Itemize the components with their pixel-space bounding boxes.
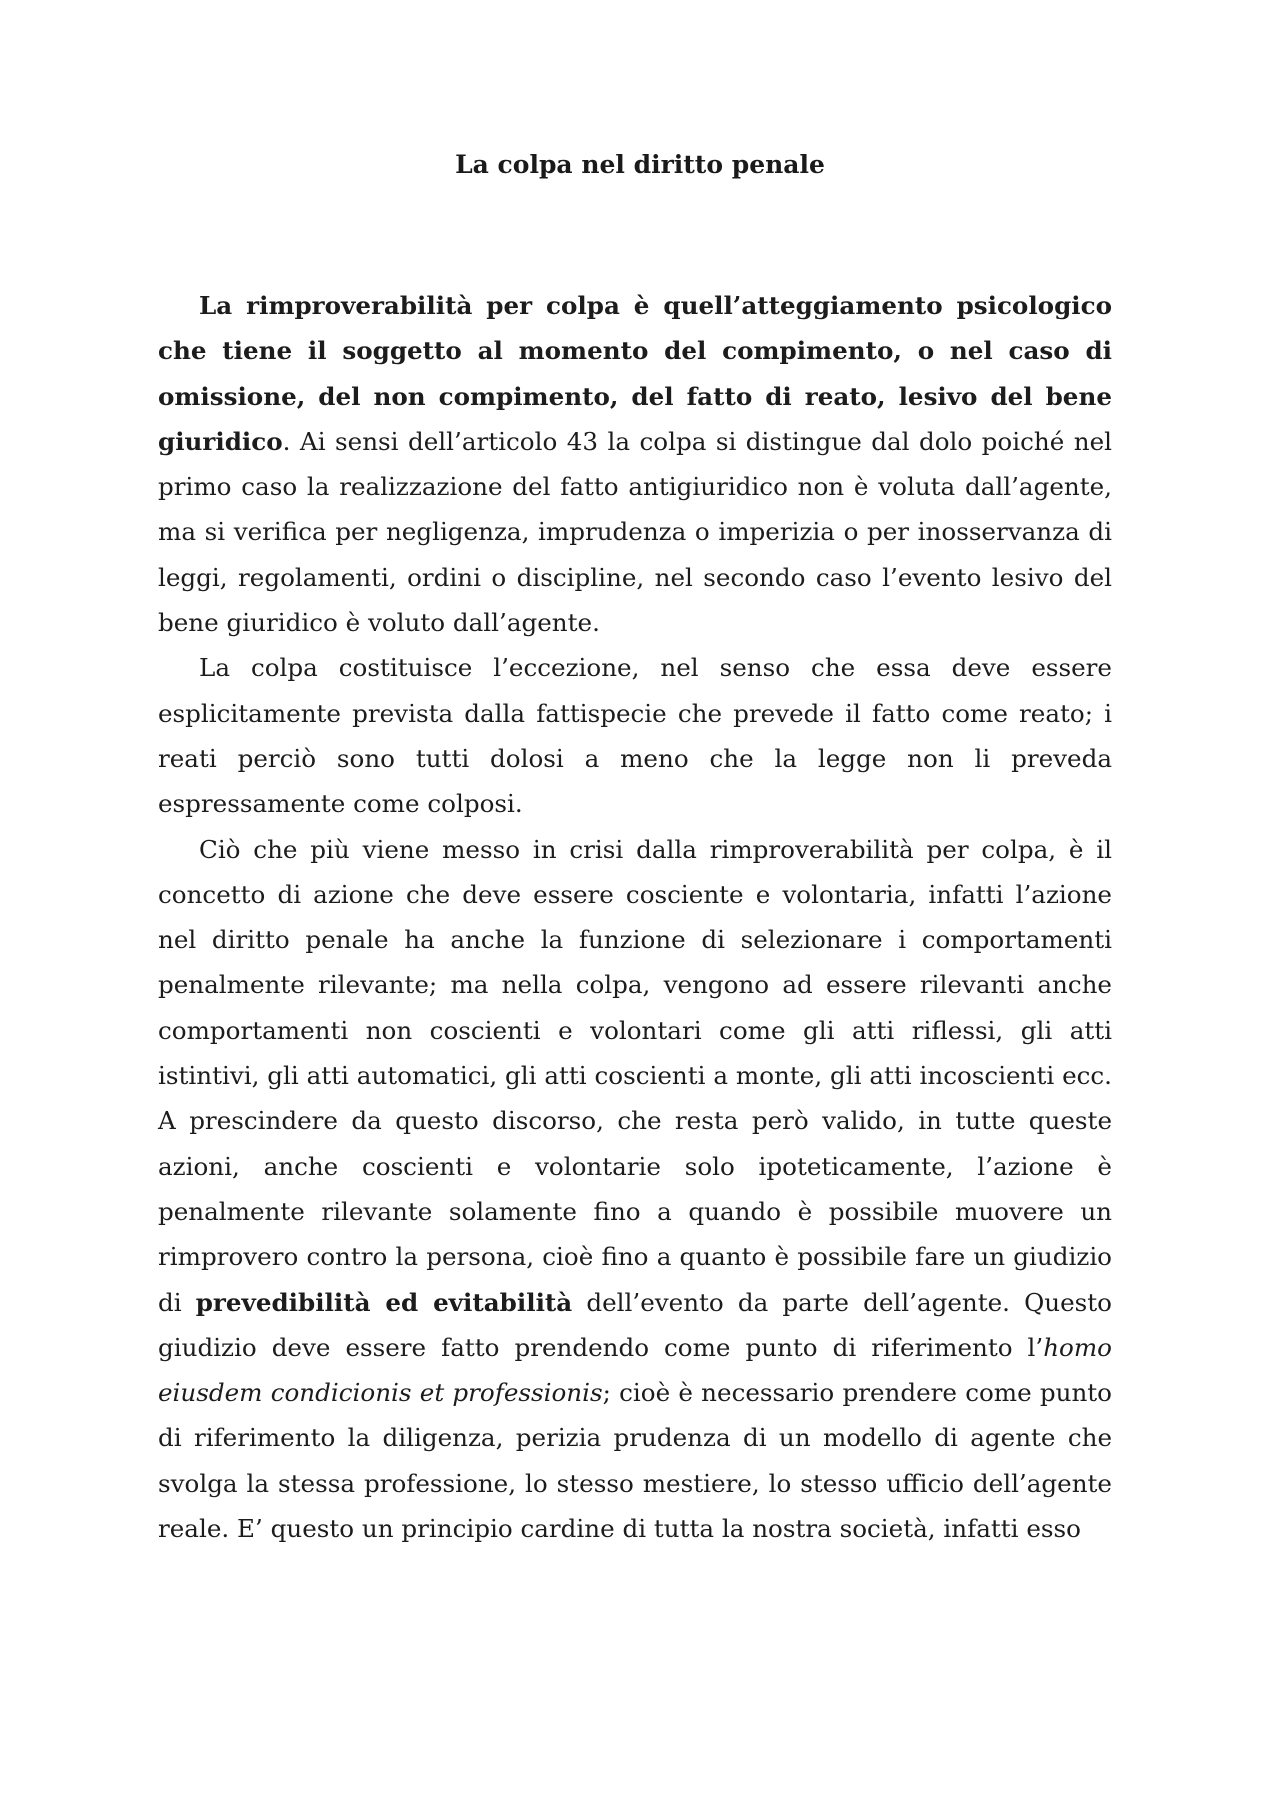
text-run: ; cioè è necessario prendere come punto di riferimento la diligenza, perizia prudenza di un modello di agente che svolga la stessa professione, lo stesso mestiere, lo stesso ufficio dell’agente reale. E’ questo un principio cardine di tutta la nostra società, infatti esso <box>158 1378 1112 1544</box>
text-run-bold: prevedibilità ed evitabilità <box>195 1287 573 1317</box>
paragraph <box>158 283 1112 645</box>
text-run: dell’evento da parte dell’agente. Questo giudizio deve essere fatto prendendo come punto di riferimento l’ <box>158 1287 1112 1362</box>
paragraph <box>158 827 1112 1552</box>
text-run-italic: homo eiusdem condicionis et professionis <box>158 1332 1112 1408</box>
document-body <box>158 283 1112 1551</box>
text-run-bold: La rimproverabilità per colpa è quell’atteggiamento psicologico che tiene il soggetto al momento del compimento, o nel caso di omissione, del non compimento, del fatto di reato, lesivo del bene giuridico <box>158 291 1112 456</box>
text-run: La colpa costituisce l’eccezione, nel senso che essa deve essere esplicitamente prevista dalla fattispecie che prevede il fatto come reato; i reati perciò sono tutti dolosi a meno che la legge non li preveda espressamente come colposi. <box>158 653 1112 819</box>
text-run: . Ai sensi dell’articolo 43 la colpa si distingue dal dolo poiché nel primo caso la realizzazione del fatto antigiuridico non è voluta dall’agente, ma si verifica per negligenza, imprudenza o imperizia o per inosservanza di leggi, regolamenti, ordini o discipline, nel secondo caso l’evento lesivo del bene giuridico è voluto dall’agente. <box>158 426 1112 638</box>
text-run: Ciò che più viene messo in crisi dalla rimproverabilità per colpa, è il concetto di azione che deve essere cosciente e volontaria, infatti l’azione nel diritto penale ha anche la funzione di selezionare i comportamenti penalmente rilevante; ma nella colpa, vengono ad essere rilevanti anche comportamenti non coscienti e volontari come gli atti riflessi, gli atti istintivi, gli atti automatici, gli atti coscienti a monte, gli atti incoscienti ecc. A prescindere da questo discorso, che resta però valido, in tutte queste azioni, anche coscienti e volontarie solo ipoteticamente, l’azione è penalmente rilevante solamente fino a quando è possibile muovere un rimprovero contro la persona, cioè fino a quanto è possibile fare un giudizio di <box>158 834 1112 1317</box>
paragraph <box>158 645 1112 826</box>
page-title: La colpa nel diritto penale <box>455 150 825 179</box>
